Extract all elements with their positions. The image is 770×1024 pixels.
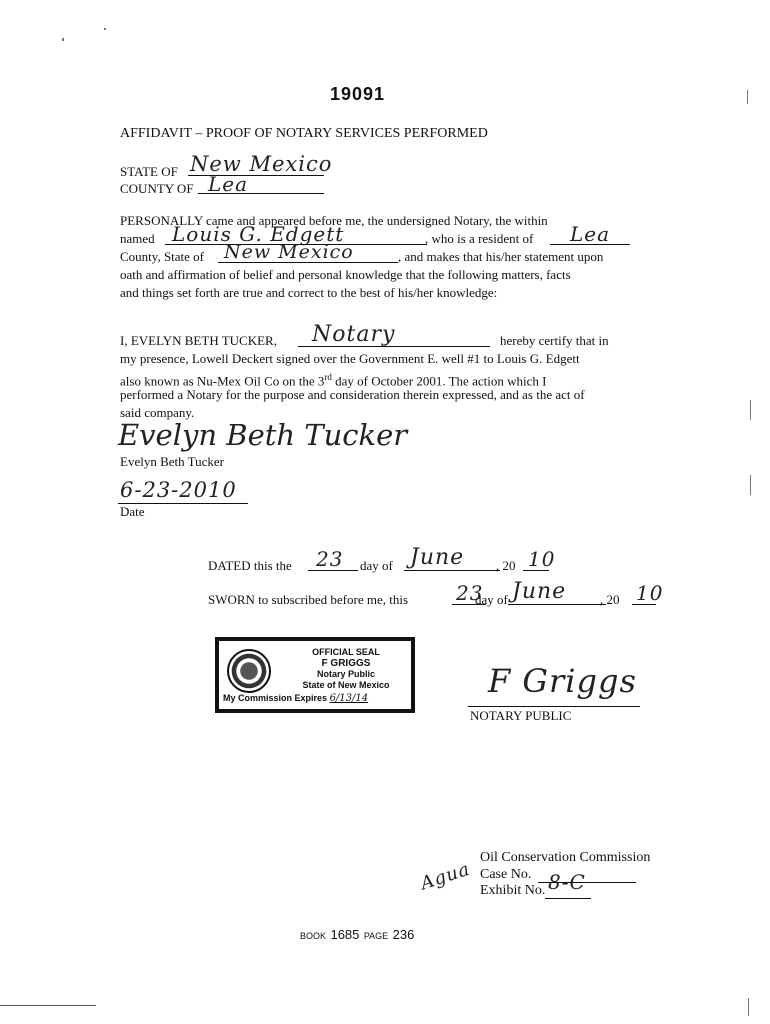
affiant-signature: Evelyn Beth Tucker [118, 418, 408, 452]
state-seal-emblem [227, 649, 271, 693]
dated-day-underline [308, 570, 358, 571]
page-number: 236 [392, 927, 415, 942]
scan-mark [747, 90, 748, 104]
statement-label: , and makes that his/her statement upon [398, 249, 604, 264]
commission-expires-label: My Commission Expires [223, 693, 328, 703]
paragraph-line: oath and affirmation of belief and personal knowledge that the following matters, facts [120, 267, 571, 282]
named-label: named [120, 231, 155, 246]
seal-line: Notary Public [316, 669, 375, 679]
official-seal [215, 637, 415, 713]
sworn-prefix: SWORN to subscribed before me, this [208, 592, 409, 607]
signature-date: 6-23-2010 [120, 478, 237, 502]
sworn-year-underline [632, 604, 656, 605]
certify-label: hereby certify that in [500, 333, 609, 348]
seal-line: State of New Mexico [302, 680, 390, 690]
exhibit-underline [545, 898, 591, 899]
exhibit-label: Exhibit No. [480, 883, 546, 898]
resident-state: New Mexico [224, 241, 354, 263]
scan-mark [748, 998, 749, 1016]
date-label: Date [120, 504, 145, 519]
dated-month-underline [404, 570, 500, 571]
book-page-reference [300, 926, 414, 944]
county-underline [198, 193, 324, 194]
ordinal-suffix: rd [324, 372, 332, 382]
paragraph-line: performed a Notary for the purpose and consideration therein expressed, and as the act of [120, 387, 585, 402]
seal-line: F GRIGGS [321, 658, 371, 669]
commission-title: Oil Conservation Commission [480, 850, 651, 865]
scan-mark [750, 475, 751, 495]
resident-label: , who is a resident of [425, 231, 534, 246]
case-label: Case No. [480, 867, 532, 882]
resident-county: Lea [570, 222, 611, 246]
affiant-name: Louis G. Edgett [172, 222, 345, 246]
dated-day: 23 [316, 547, 344, 571]
line-text: also known as Nu-Mex Oil Co on the 3 [120, 373, 325, 389]
paragraph-line: PERSONALLY came and appeared before me, the undersigned Notary, the within [120, 213, 548, 228]
book-number: 1685 [330, 927, 360, 942]
state-value: New Mexico [190, 152, 333, 176]
line-text: day of October 2001. The action which I [331, 373, 547, 389]
notary-signature: F Griggs [488, 662, 637, 700]
page-label: PAGE [363, 931, 389, 941]
sworn-day: 23 [456, 581, 484, 605]
dated-month: June [410, 545, 465, 570]
resident-state-underline [218, 262, 398, 263]
sworn-month-underline [508, 604, 606, 605]
capacity-underline [298, 346, 490, 347]
sworn-year-prefix: , 20 [600, 592, 620, 607]
certifier-name: I, EVELYN BETH TUCKER, [120, 333, 277, 348]
scan-mark [62, 38, 64, 41]
county-label: COUNTY OF [120, 181, 194, 196]
county-value: Lea [208, 172, 249, 196]
resident-underline [550, 244, 630, 245]
scan-mark [104, 28, 106, 30]
commission-initials: Agua [417, 858, 473, 895]
commission-expires-value: 6/13/14 [329, 693, 369, 704]
state-label: STATE OF [120, 164, 178, 179]
paragraph-line: my presence, Lowell Deckert signed over the Government E. well #1 to Louis G. Edgett [120, 351, 580, 366]
dated-year-prefix: , 20 [496, 558, 516, 573]
certifier-capacity: Notary [312, 322, 396, 347]
dated-year-underline [523, 570, 549, 571]
signer-name: Evelyn Beth Tucker [120, 454, 224, 469]
dated-year: 10 [528, 547, 556, 571]
sworn-year: 10 [636, 581, 664, 605]
exhibit-value: 8-C [548, 870, 586, 894]
paragraph-line: and things set forth are true and correct to the best of his/her knowledge: [120, 285, 498, 300]
scan-mark [0, 1005, 96, 1006]
scan-mark [750, 400, 751, 420]
seal-line: OFFICIAL SEAL [312, 647, 380, 657]
paragraph-line: said company. [120, 405, 195, 420]
dated-prefix: DATED this the [208, 558, 292, 573]
dated-day-label: day of [360, 558, 393, 573]
notary-public-label: NOTARY PUBLIC [470, 708, 572, 723]
seal-commission-line [223, 693, 413, 704]
document-number: 19091 [330, 84, 386, 104]
book-label: BOOK [300, 931, 327, 941]
sworn-day-label: day of [475, 592, 508, 607]
sworn-month: June [512, 579, 567, 604]
document-title: AFFIDAVIT – PROOF OF NOTARY SERVICES PERFORMED [120, 126, 488, 141]
county-state-label: County, State of [120, 249, 205, 264]
